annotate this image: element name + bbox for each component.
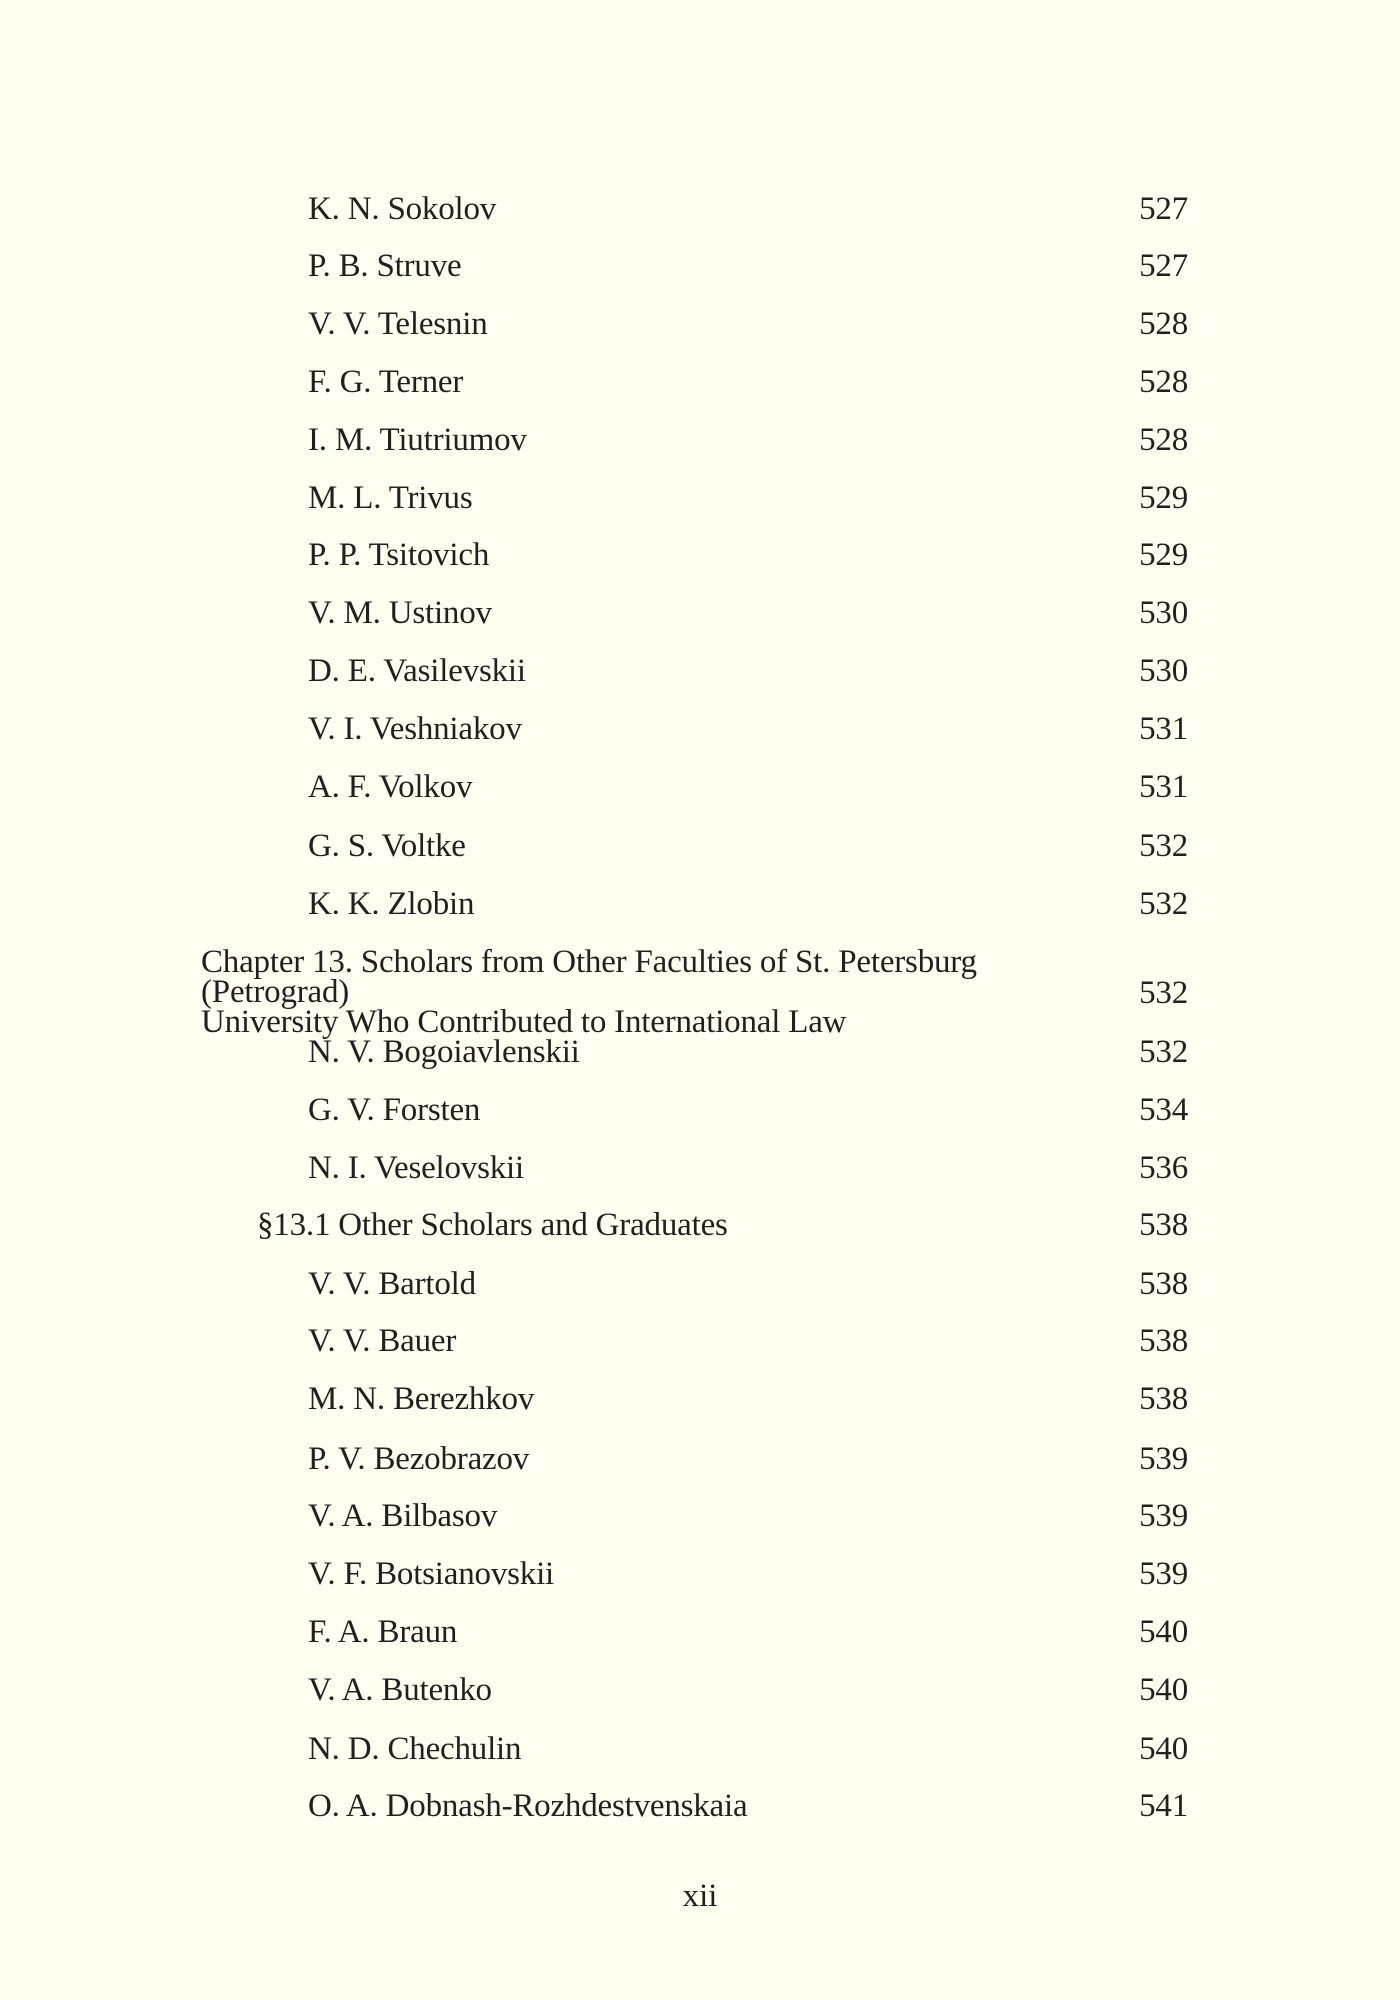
toc-entry[interactable] [308,308,1188,341]
toc-entry-title: N. V. Bogoiavlenskii [308,1034,580,1070]
section-title: §13.1 Other Scholars and Graduates [257,1207,728,1243]
toc-entry-title: P. B. Struve [308,248,462,284]
toc-entry[interactable] [308,1094,1188,1127]
toc-entry-title: N. D. Chechulin [308,1731,522,1767]
toc-entry[interactable] [308,713,1188,746]
toc-entry-page: 527 [1139,248,1188,284]
section-page: 538 [1139,1207,1188,1243]
toc-entry-page: 531 [1139,769,1188,805]
toc-entry[interactable] [308,539,1188,572]
toc-entry-page: 540 [1139,1731,1188,1767]
toc-entry[interactable] [308,1383,1188,1416]
toc-entry-title: V. F. Botsianovskii [308,1556,555,1592]
chapter-title-line-2: University Who Contributed to International Law [201,1004,847,1040]
toc-entry-title: K. N. Sokolov [308,191,497,227]
toc-entry-title: G. S. Voltke [308,828,466,864]
toc-entry[interactable] [308,1674,1188,1707]
toc-entry-title: M. L. Trivus [308,480,473,516]
toc-entry[interactable] [308,597,1188,630]
toc-entry-title: O. A. Dobnash-Rozhdestvenskaia [308,1788,748,1824]
toc-entry[interactable] [308,888,1188,921]
toc-entry-page: 530 [1139,653,1188,689]
toc-entry-title: V. V. Telesnin [308,306,488,342]
toc-entry-title: P. P. Tsitovich [308,537,490,573]
toc-entry[interactable] [308,1616,1188,1649]
toc-entry-page: 528 [1139,422,1188,458]
toc-entry-page: 540 [1139,1672,1188,1708]
toc-entry-page: 538 [1139,1323,1188,1359]
toc-entry-title: V. I. Veshniakov [308,711,522,747]
toc-chapter-heading[interactable] [201,944,1188,1040]
toc-entry[interactable] [308,1325,1188,1358]
toc-entry-title: K. K. Zlobin [308,886,475,922]
toc-entry-title: I. M. Tiutriumov [308,422,527,458]
toc-entry-title: P. V. Bezobrazov [308,1441,530,1477]
toc-entry[interactable] [308,1268,1188,1301]
toc-entry[interactable] [308,1733,1188,1766]
toc-entry[interactable] [308,1790,1188,1823]
toc-entry[interactable] [308,830,1188,863]
toc-entry-page: 530 [1139,595,1188,631]
chapter-page: 532 [1139,975,1188,1011]
toc-entry-page: 532 [1139,1034,1188,1070]
toc-entry[interactable] [308,193,1188,226]
toc-entry-page: 532 [1139,886,1188,922]
toc-entry-title: F. G. Terner [308,364,464,400]
toc-entry[interactable] [308,655,1188,688]
toc-entry-page: 538 [1139,1381,1188,1417]
toc-entry-title: V. M. Ustinov [308,595,492,631]
toc-entry-title: G. V. Forsten [308,1092,481,1128]
toc-entry-page: 538 [1139,1266,1188,1302]
toc-entry-page: 536 [1139,1150,1188,1186]
toc-entry[interactable] [308,1036,1188,1069]
toc-entry-page: 539 [1139,1556,1188,1592]
toc-entry[interactable] [308,482,1188,515]
toc-entry-page: 539 [1139,1498,1188,1534]
toc-entry-title: F. A. Braun [308,1614,458,1650]
chapter-title-line-1: Chapter 13. Scholars from Other Faculties of St. Petersburg (Petrograd) [201,944,977,1010]
toc-entry-title: V. V. Bauer [308,1323,457,1359]
page-number: xii [682,1878,718,1914]
toc-entry-title: V. A. Bilbasov [308,1498,498,1534]
toc-entry-page: 534 [1139,1092,1188,1128]
toc-entry-page: 529 [1139,537,1188,573]
toc-entry-title: A. F. Volkov [308,769,473,805]
toc-entry[interactable] [308,424,1188,457]
toc-entry-page: 541 [1139,1788,1188,1824]
toc-entry-title: V. V. Bartold [308,1266,476,1302]
toc-entry[interactable] [308,1558,1188,1591]
toc-entry-page: 529 [1139,480,1188,516]
toc-entry-page: 527 [1139,191,1188,227]
toc-entry[interactable] [308,771,1188,804]
toc-entry-page: 539 [1139,1441,1188,1477]
toc-entry-title: D. E. Vasilevskii [308,653,526,689]
toc-entry-title: M. N. Berezhkov [308,1381,535,1417]
toc-entry-page: 528 [1139,306,1188,342]
page-number-footer [0,1880,1400,1913]
toc-entry-page: 531 [1139,711,1188,747]
toc-entry-page: 528 [1139,364,1188,400]
toc-entry[interactable] [308,1500,1188,1533]
toc-entry[interactable] [308,366,1188,399]
toc-entry-title: V. A. Butenko [308,1672,492,1708]
toc-entry-page: 532 [1139,828,1188,864]
chapter-title [201,944,1101,1040]
toc-entry[interactable] [308,1443,1188,1476]
toc-entry-title: N. I. Veselovskii [308,1150,524,1186]
toc-section-heading[interactable] [257,1209,1188,1242]
toc-entry[interactable] [308,1152,1188,1185]
toc-entry[interactable] [308,250,1188,283]
toc-entry-page: 540 [1139,1614,1188,1650]
